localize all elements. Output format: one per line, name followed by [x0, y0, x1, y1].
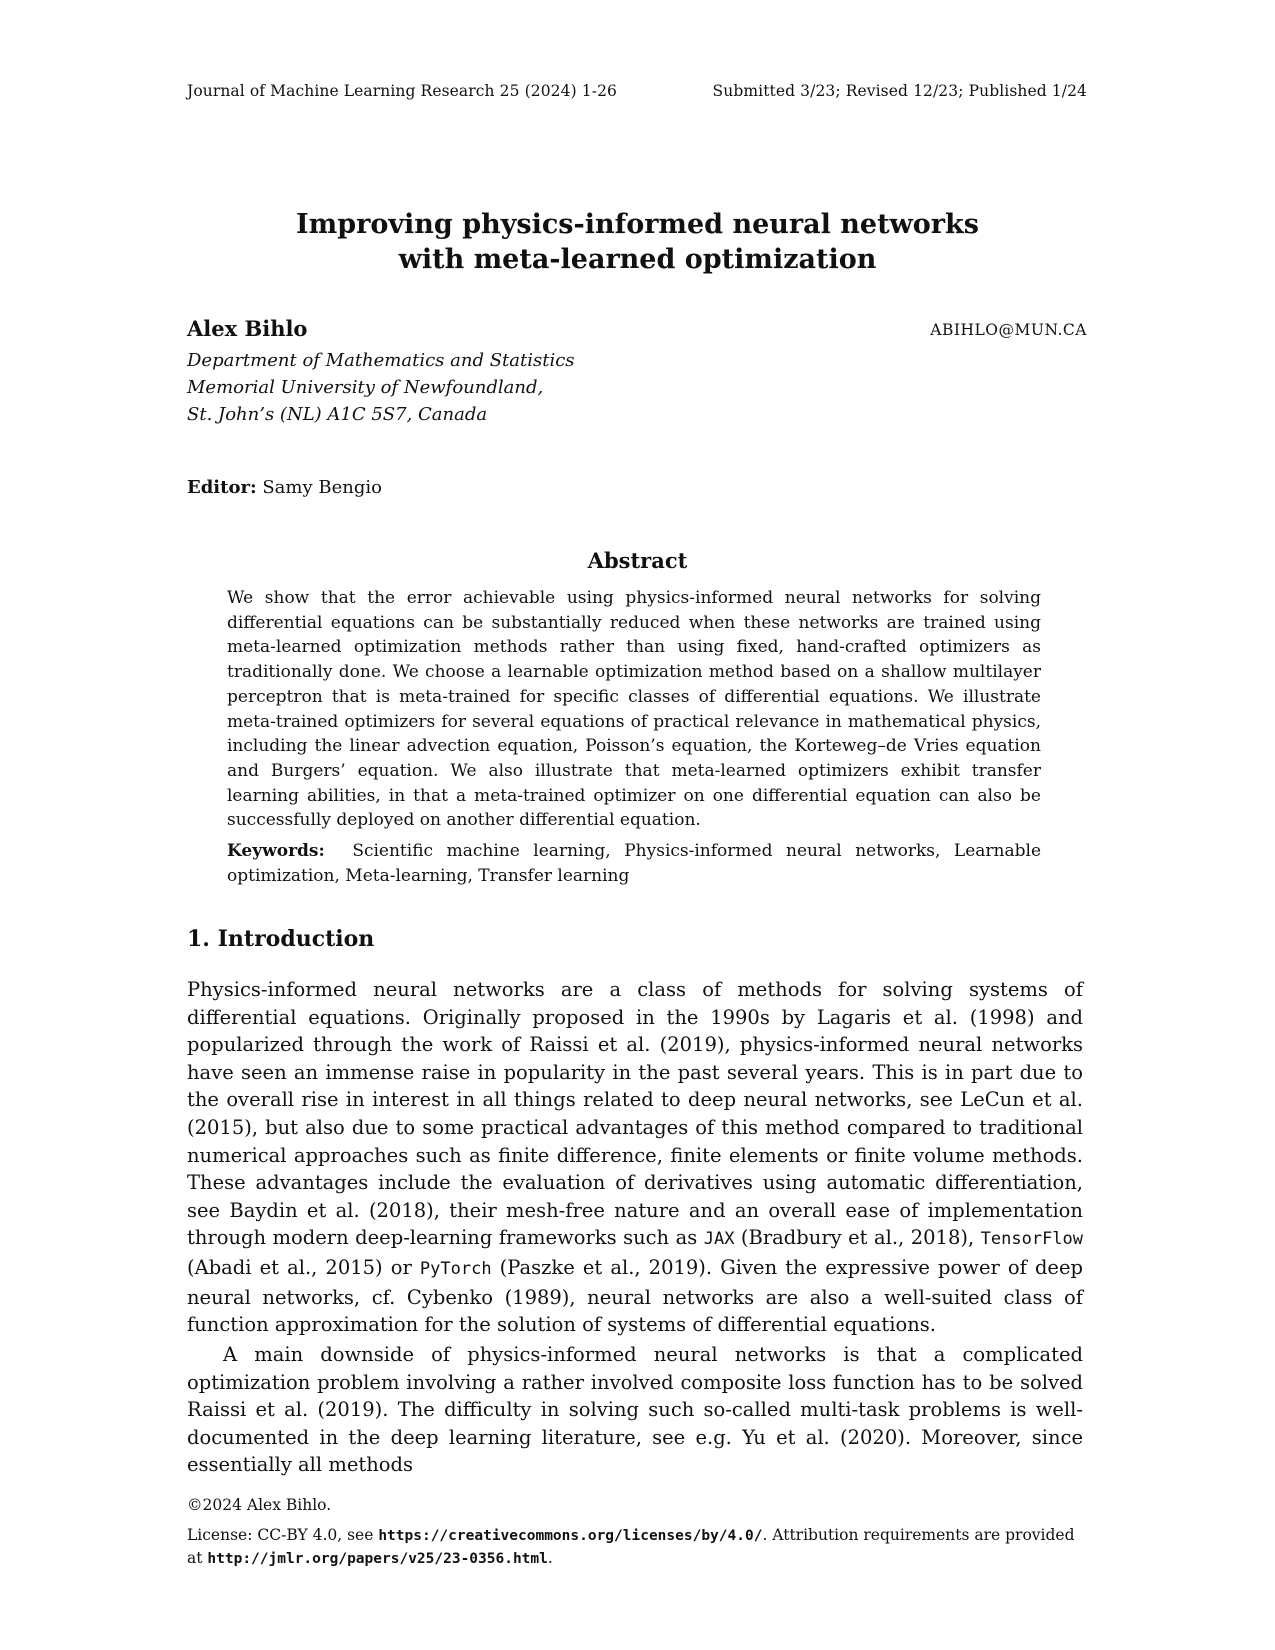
code-pytorch: PyTorch — [419, 1258, 492, 1279]
code-jax: JAX — [703, 1229, 735, 1250]
license-link[interactable]: https://creativecommons.org/licenses/by/4.0/ — [378, 1528, 763, 1544]
code-tensorflow: TensorFlow — [980, 1229, 1084, 1250]
license-notice — [187, 1524, 1087, 1570]
editor-line — [187, 477, 382, 498]
section-heading: 1. Introduction — [187, 926, 375, 952]
license-text: . Attribution requirements are provided at — [187, 1526, 1075, 1567]
abstract-text: We show that the error achievable using physics-informed neural networks for solving differential equations can be substantially reduced when these networks are trained using meta-learned optimization methods rather than using fixed, hand-crafted optimizers as traditionally done. We choose a learnable optimization method based on a shallow multilayer perceptron that is meta-trained for specific classes of differential equations. We illustrate meta-trained optimizers for several equations of practical relevance in mathematical physics, including the linear advection equation, Poisson’s equation, the Korteweg–de Vries equation and Burgers’ equation. We also illustrate that meta-learned optimizers exhibit transfer learning abilities, in that a meta-trained optimizer on one differential equation can also be successfully deployed on another differential equation. — [227, 588, 1041, 831]
keywords-label: Keywords: — [227, 841, 325, 861]
paragraph-text: (Bradbury et al., 2018), — [734, 1226, 981, 1250]
affiliation-line: St. John’s (NL) A1C 5S7, Canada — [187, 404, 488, 425]
copyright-notice: ©2024 Alex Bihlo. — [187, 1496, 332, 1514]
editor-label: Editor: — [187, 477, 257, 498]
keywords — [227, 839, 1041, 888]
keywords-list: Scientific machine learning, Physics-informed neural networks, Learnable optimization, Meta-learning, Transfer learning — [227, 841, 1042, 886]
paragraph-text: (Abadi et al., 2015) or — [187, 1255, 420, 1279]
author-affiliation — [187, 347, 575, 428]
attribution-link[interactable]: http://jmlr.org/papers/v25/23-0356.html — [207, 1551, 548, 1567]
affiliation-line: Department of Mathematics and Statistics — [187, 350, 575, 371]
paragraph-text: (Paszke et al., 2019). Given the expressive power of deep neural networks, cf. Cybenko (1989), neural networks are also a well-suited class of function approximation for the solution of systems of differential equations. — [187, 1255, 1083, 1337]
running-header-journal: Journal of Machine Learning Research 25 (2024) 1-26 — [187, 82, 617, 100]
running-header-dates: Submitted 3/23; Revised 12/23; Published 1/24 — [712, 82, 1087, 100]
affiliation-line: Memorial University of Newfoundland, — [187, 377, 544, 398]
paper-title — [0, 207, 1275, 277]
paragraph-text: Physics-informed neural networks are a class of methods for solving systems of differential equations. Originally proposed in the 1990s by Lagaris et al. (1998) and popularized through the work of Raissi et al. (2019), physics-informed neural networks have seen an immense raise in popularity in the past several years. This is in part due to the overall rise in interest in all things related to deep neural networks, see LeCun et al. (2015), but also due to some practical advantages of this method compared to traditional numerical approaches such as finite difference, finite elements or finite volume methods. These advantages include the evaluation of derivatives using automatic differentiation, see Baydin et al. (2018), their mesh-free nature and an overall ease of implementation through modern deep-learning frameworks such as — [187, 978, 1083, 1250]
license-text: . — [547, 1549, 553, 1567]
license-text: License: CC-BY 4.0, see — [187, 1526, 379, 1544]
abstract-heading: Abstract — [587, 548, 688, 573]
author-email: ABIHLO@MUN.CA — [930, 321, 1087, 339]
intro-paragraph-1 — [187, 976, 1083, 1339]
title-line-2: with meta-learned optimization — [398, 244, 877, 275]
author-name: Alex Bihlo — [187, 316, 308, 341]
editor-name: Samy Bengio — [262, 477, 382, 498]
intro-paragraph-2: A main downside of physics-informed neural networks is that a complicated optimization problem involving a rather involved composite loss function has to be solved Raissi et al. (2019). The difficulty in solving such so-called multi-task problems is well-documented in the deep learning literature, see e.g. Yu et al. (2020). Moreover, since essentially all methods — [187, 1343, 1083, 1477]
title-line-1: Improving physics-informed neural networks — [296, 209, 979, 240]
